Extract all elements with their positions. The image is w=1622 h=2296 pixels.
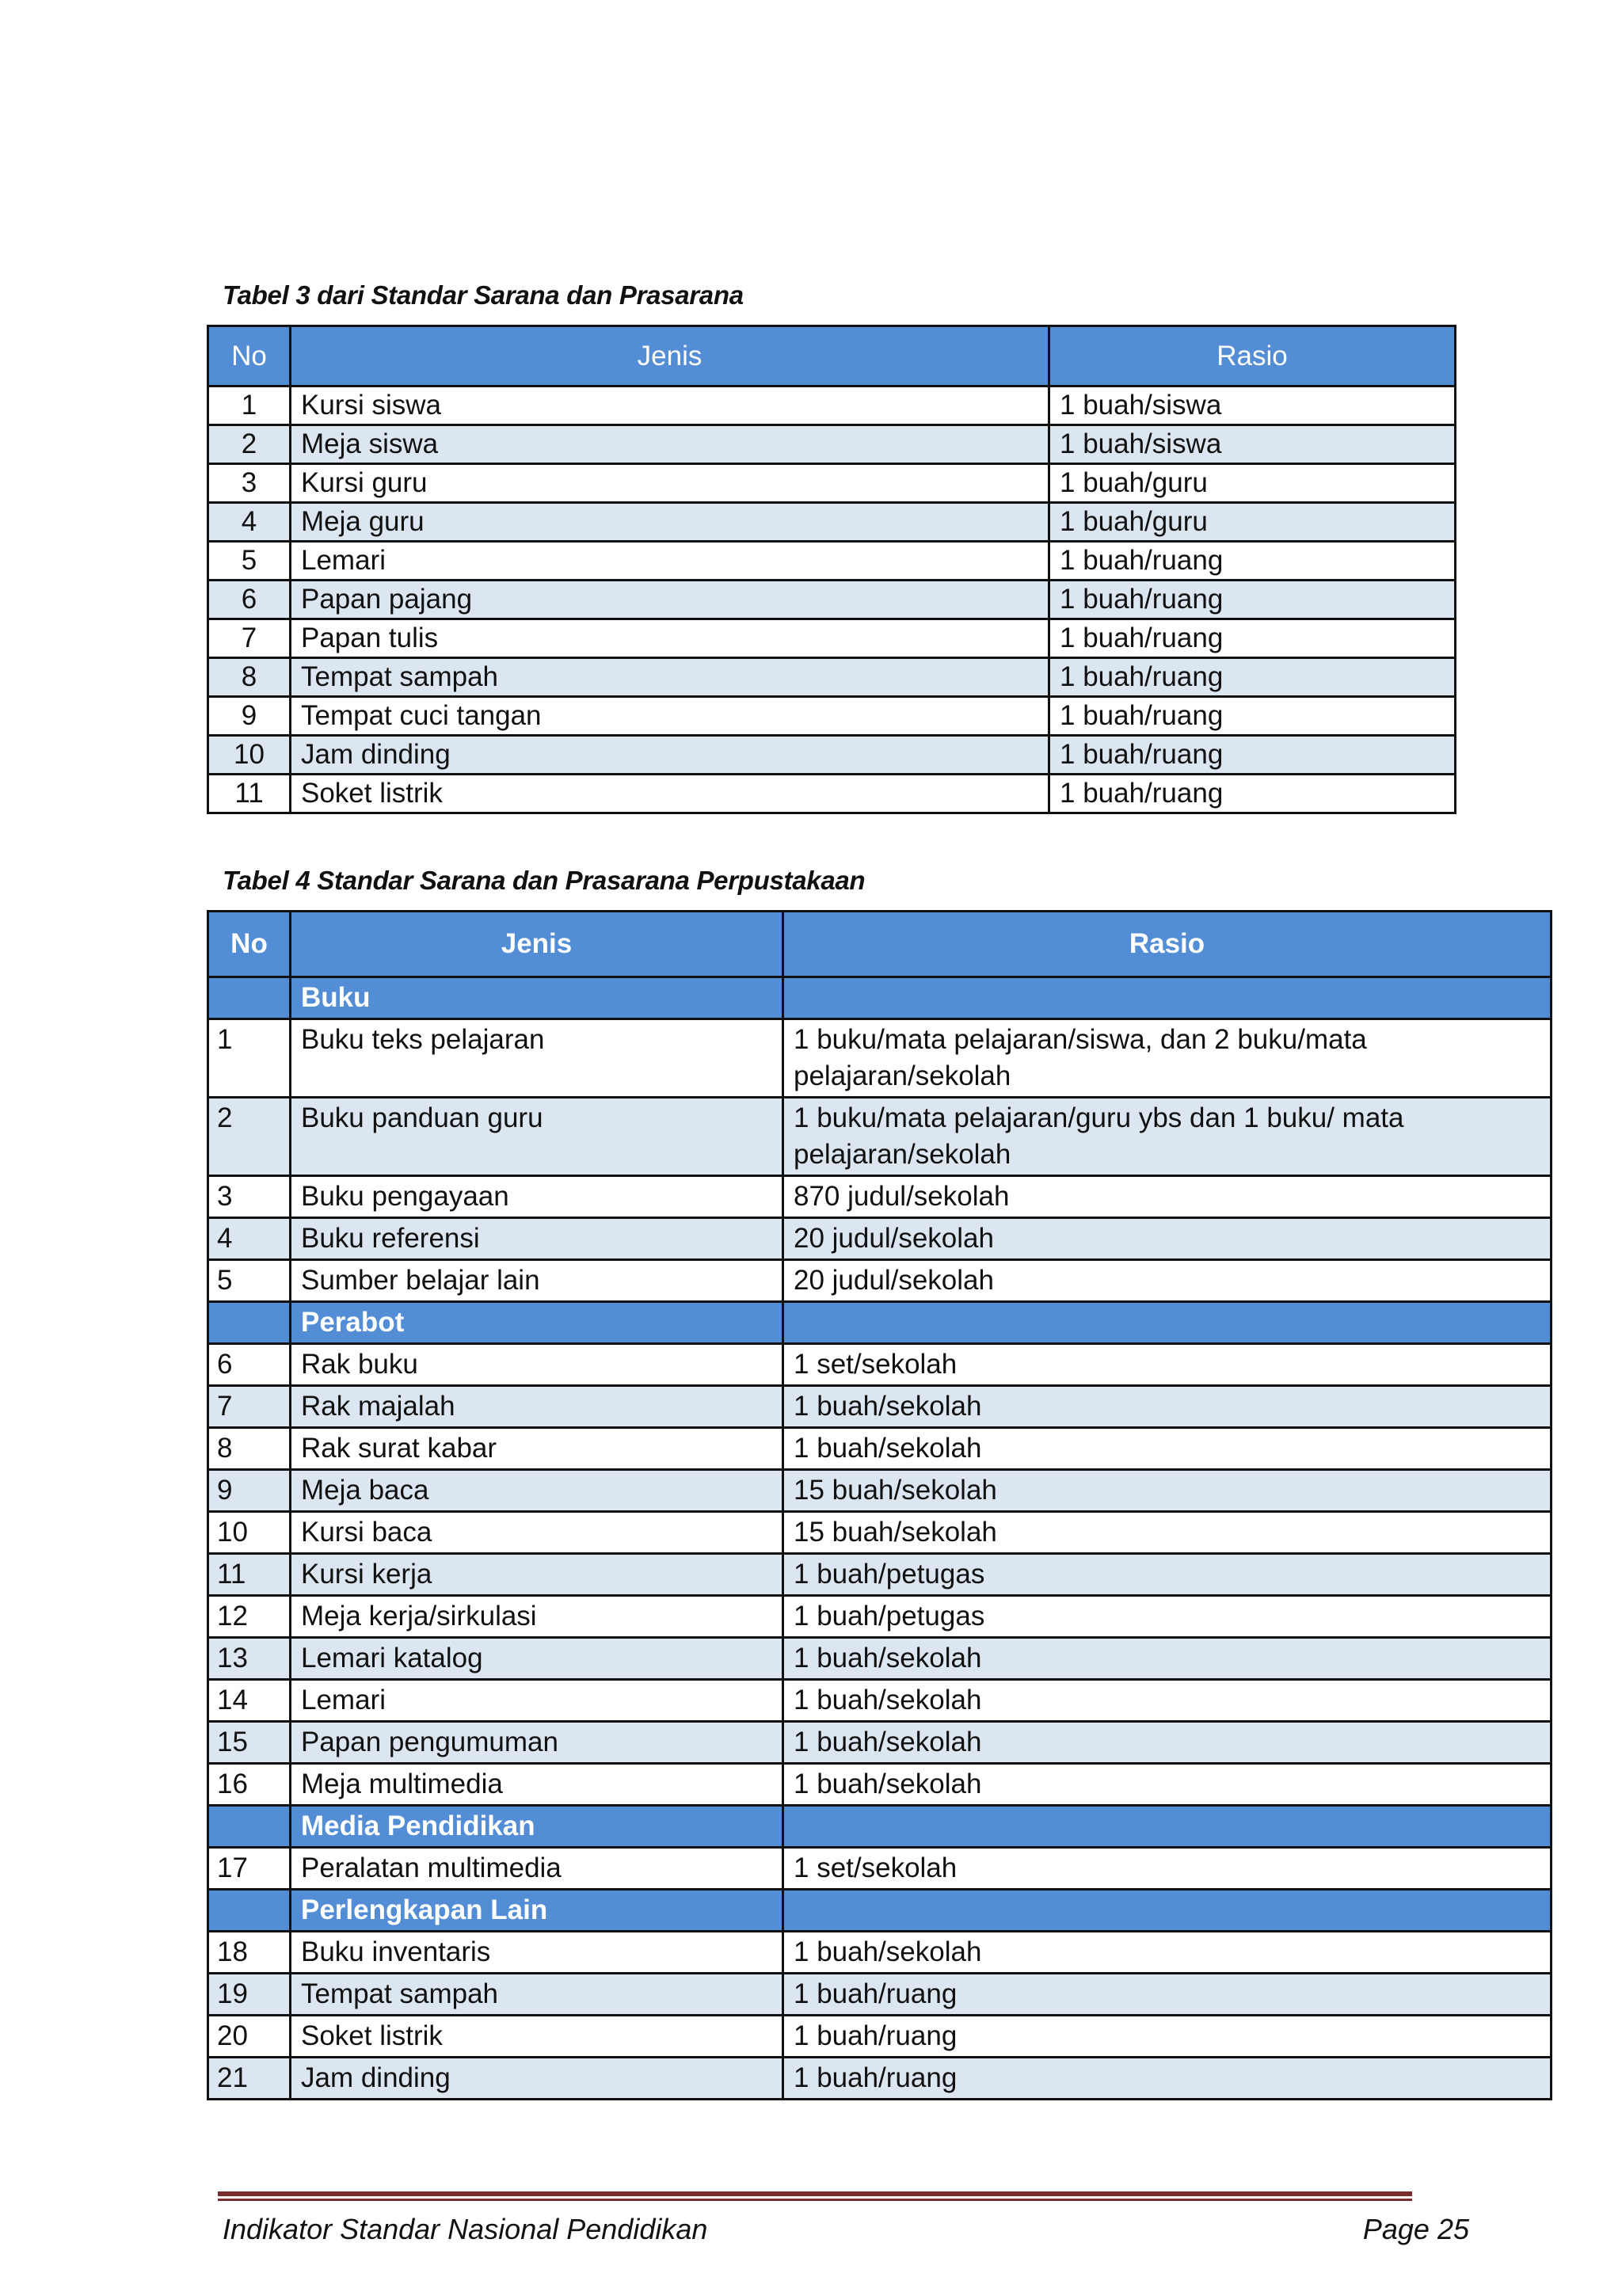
table-row xyxy=(208,1470,1552,1512)
cell-rasio: 1 buah/ruang xyxy=(783,1974,1552,2016)
table4-caption: Tabel 4 Standar Sarana dan Prasarana Perpustakaan xyxy=(223,866,866,895)
cell-no: 2 xyxy=(208,1098,291,1176)
cell-rasio: 1 buah/petugas xyxy=(783,1554,1552,1596)
cell-no: 7 xyxy=(208,619,291,658)
cell-rasio-empty xyxy=(783,1806,1552,1848)
table4-header-jenis: Jenis xyxy=(291,912,783,977)
cell-rasio: 1 buah/siswa xyxy=(1049,386,1456,425)
cell-jenis: Rak buku xyxy=(291,1344,783,1386)
table-row xyxy=(208,386,1456,425)
cell-jenis: Jam dinding xyxy=(291,2058,783,2100)
cell-jenis: Kursi siswa xyxy=(291,386,1049,425)
cell-jenis: Tempat cuci tangan xyxy=(291,697,1049,736)
cell-no: 11 xyxy=(208,1554,291,1596)
cell-rasio: 20 judul/sekolah xyxy=(783,1260,1552,1302)
footer-title: Indikator Standar Nasional Pendidikan xyxy=(223,2213,708,2245)
cell-jenis: Meja kerja/sirkulasi xyxy=(291,1596,783,1638)
table-row xyxy=(208,1386,1552,1428)
table-row xyxy=(208,425,1456,464)
cell-rasio: 870 judul/sekolah xyxy=(783,1176,1552,1218)
cell-no: 15 xyxy=(208,1722,291,1764)
category-row xyxy=(208,1890,1552,1932)
table-row xyxy=(208,1554,1552,1596)
cell-jenis: Lemari xyxy=(291,1680,783,1722)
cell-rasio: 1 set/sekolah xyxy=(783,1848,1552,1890)
cell-jenis: Meja baca xyxy=(291,1470,783,1512)
cell-jenis: Buku teks pelajaran xyxy=(291,1019,783,1098)
cell-rasio: 1 buah/siswa xyxy=(1049,425,1456,464)
cell-rasio: 1 buah/sekolah xyxy=(783,1680,1552,1722)
cell-rasio: 1 buah/ruang xyxy=(1049,658,1456,697)
table3-header-no: No xyxy=(208,326,291,386)
cell-rasio: 1 buah/sekolah xyxy=(783,1764,1552,1806)
cell-rasio: 1 set/sekolah xyxy=(783,1344,1552,1386)
category-row xyxy=(208,977,1552,1019)
cell-rasio: 1 buah/ruang xyxy=(1049,581,1456,619)
cell-no: 12 xyxy=(208,1596,291,1638)
cell-rasio: 15 buah/sekolah xyxy=(783,1512,1552,1554)
table-row xyxy=(208,1596,1552,1638)
cell-jenis: Meja siswa xyxy=(291,425,1049,464)
cell-no: 10 xyxy=(208,1512,291,1554)
cell-no: 16 xyxy=(208,1764,291,1806)
cell-rasio: 1 buah/guru xyxy=(1049,464,1456,503)
table-row xyxy=(208,1722,1552,1764)
cell-jenis: Buku referensi xyxy=(291,1218,783,1260)
cell-rasio: 1 buah/ruang xyxy=(1049,697,1456,736)
table-row xyxy=(208,1680,1552,1722)
cell-no: 5 xyxy=(208,1260,291,1302)
category-row xyxy=(208,1806,1552,1848)
table3-header-row xyxy=(208,326,1456,386)
table-row xyxy=(208,1019,1552,1098)
table-row xyxy=(208,1932,1552,1974)
table-row xyxy=(208,581,1456,619)
footer-rule-thin xyxy=(218,2199,1412,2201)
cell-rasio: 1 buah/ruang xyxy=(1049,775,1456,813)
cell-jenis: Soket listrik xyxy=(291,2016,783,2058)
cell-no: 4 xyxy=(208,1218,291,1260)
cell-jenis: Papan pengumuman xyxy=(291,1722,783,1764)
cell-rasio: 1 buah/ruang xyxy=(783,2058,1552,2100)
cell-jenis: Buku inventaris xyxy=(291,1932,783,1974)
table-row xyxy=(208,1848,1552,1890)
cell-no: 1 xyxy=(208,1019,291,1098)
table4-header-no: No xyxy=(208,912,291,977)
table-row xyxy=(208,1260,1552,1302)
table-row xyxy=(208,658,1456,697)
cell-jenis: Rak surat kabar xyxy=(291,1428,783,1470)
cell-no: 21 xyxy=(208,2058,291,2100)
cell-no: 17 xyxy=(208,1848,291,1890)
cell-no: 3 xyxy=(208,1176,291,1218)
cell-no: 18 xyxy=(208,1932,291,1974)
cell-rasio-empty xyxy=(783,1890,1552,1932)
cell-jenis: Kursi baca xyxy=(291,1512,783,1554)
cell-jenis: Lemari xyxy=(291,542,1049,581)
table3-header-jenis: Jenis xyxy=(291,326,1049,386)
table4-header-row xyxy=(208,912,1552,977)
cell-rasio: 1 buku/mata pelajaran/siswa, dan 2 buku/mata pelajaran/sekolah xyxy=(783,1019,1552,1098)
cell-rasio: 1 buah/sekolah xyxy=(783,1722,1552,1764)
table-4 xyxy=(207,910,1552,2100)
cell-jenis: Peralatan multimedia xyxy=(291,1848,783,1890)
table-row xyxy=(208,1764,1552,1806)
cell-jenis: Papan tulis xyxy=(291,619,1049,658)
table-row xyxy=(208,464,1456,503)
cell-no: 10 xyxy=(208,736,291,775)
cell-jenis: Jam dinding xyxy=(291,736,1049,775)
footer-rule xyxy=(218,2191,1412,2196)
table-row xyxy=(208,1344,1552,1386)
table-row xyxy=(208,2058,1552,2100)
category-label: Perabot xyxy=(291,1302,783,1344)
table-row xyxy=(208,775,1456,813)
cell-no-empty xyxy=(208,1806,291,1848)
cell-no: 7 xyxy=(208,1386,291,1428)
cell-rasio-empty xyxy=(783,977,1552,1019)
category-label: Perlengkapan Lain xyxy=(291,1890,783,1932)
cell-jenis: Lemari katalog xyxy=(291,1638,783,1680)
cell-rasio: 1 buah/sekolah xyxy=(783,1932,1552,1974)
cell-rasio: 1 buah/ruang xyxy=(783,2016,1552,2058)
cell-jenis: Tempat sampah xyxy=(291,1974,783,2016)
category-row xyxy=(208,1302,1552,1344)
cell-jenis: Sumber belajar lain xyxy=(291,1260,783,1302)
cell-rasio: 1 buah/sekolah xyxy=(783,1386,1552,1428)
table3-header-rasio: Rasio xyxy=(1049,326,1456,386)
cell-no: 19 xyxy=(208,1974,291,2016)
cell-rasio: 20 judul/sekolah xyxy=(783,1218,1552,1260)
cell-rasio: 1 buah/petugas xyxy=(783,1596,1552,1638)
cell-no: 9 xyxy=(208,1470,291,1512)
cell-jenis: Meja multimedia xyxy=(291,1764,783,1806)
cell-no: 4 xyxy=(208,503,291,542)
cell-jenis: Buku pengayaan xyxy=(291,1176,783,1218)
cell-rasio: 1 buah/ruang xyxy=(1049,736,1456,775)
table-3 xyxy=(207,325,1456,814)
cell-jenis: Tempat sampah xyxy=(291,658,1049,697)
cell-no: 8 xyxy=(208,1428,291,1470)
table-row xyxy=(208,697,1456,736)
category-label: Buku xyxy=(291,977,783,1019)
table-row xyxy=(208,1098,1552,1176)
table-row xyxy=(208,1638,1552,1680)
cell-rasio: 1 buah/sekolah xyxy=(783,1638,1552,1680)
cell-no: 20 xyxy=(208,2016,291,2058)
cell-jenis: Buku panduan guru xyxy=(291,1098,783,1176)
category-label: Media Pendidikan xyxy=(291,1806,783,1848)
cell-jenis: Soket listrik xyxy=(291,775,1049,813)
cell-jenis: Meja guru xyxy=(291,503,1049,542)
page-number: Page 25 xyxy=(1362,2213,1469,2245)
cell-no-empty xyxy=(208,1890,291,1932)
table3-caption: Tabel 3 dari Standar Sarana dan Prasarana xyxy=(223,280,744,310)
cell-jenis: Kursi kerja xyxy=(291,1554,783,1596)
cell-rasio: 15 buah/sekolah xyxy=(783,1470,1552,1512)
cell-jenis: Rak majalah xyxy=(291,1386,783,1428)
table-row xyxy=(208,542,1456,581)
cell-rasio: 1 buah/ruang xyxy=(1049,542,1456,581)
cell-no: 14 xyxy=(208,1680,291,1722)
table-row xyxy=(208,736,1456,775)
cell-no: 11 xyxy=(208,775,291,813)
cell-no: 6 xyxy=(208,1344,291,1386)
cell-rasio: 1 buku/mata pelajaran/guru ybs dan 1 buku/ mata pelajaran/sekolah xyxy=(783,1098,1552,1176)
cell-jenis: Papan pajang xyxy=(291,581,1049,619)
cell-rasio-empty xyxy=(783,1302,1552,1344)
cell-no: 2 xyxy=(208,425,291,464)
cell-rasio: 1 buah/ruang xyxy=(1049,619,1456,658)
table-row xyxy=(208,1428,1552,1470)
table4-header-rasio: Rasio xyxy=(783,912,1552,977)
cell-no-empty xyxy=(208,977,291,1019)
cell-no: 1 xyxy=(208,386,291,425)
table-row xyxy=(208,2016,1552,2058)
cell-no: 8 xyxy=(208,658,291,697)
cell-jenis: Kursi guru xyxy=(291,464,1049,503)
cell-rasio: 1 buah/guru xyxy=(1049,503,1456,542)
table-row xyxy=(208,1974,1552,2016)
cell-no: 9 xyxy=(208,697,291,736)
cell-no: 5 xyxy=(208,542,291,581)
cell-no-empty xyxy=(208,1302,291,1344)
table-row xyxy=(208,619,1456,658)
cell-no: 13 xyxy=(208,1638,291,1680)
table-row xyxy=(208,503,1456,542)
table-row xyxy=(208,1176,1552,1218)
cell-no: 3 xyxy=(208,464,291,503)
cell-no: 6 xyxy=(208,581,291,619)
cell-rasio: 1 buah/sekolah xyxy=(783,1428,1552,1470)
table-row xyxy=(208,1218,1552,1260)
table-row xyxy=(208,1512,1552,1554)
